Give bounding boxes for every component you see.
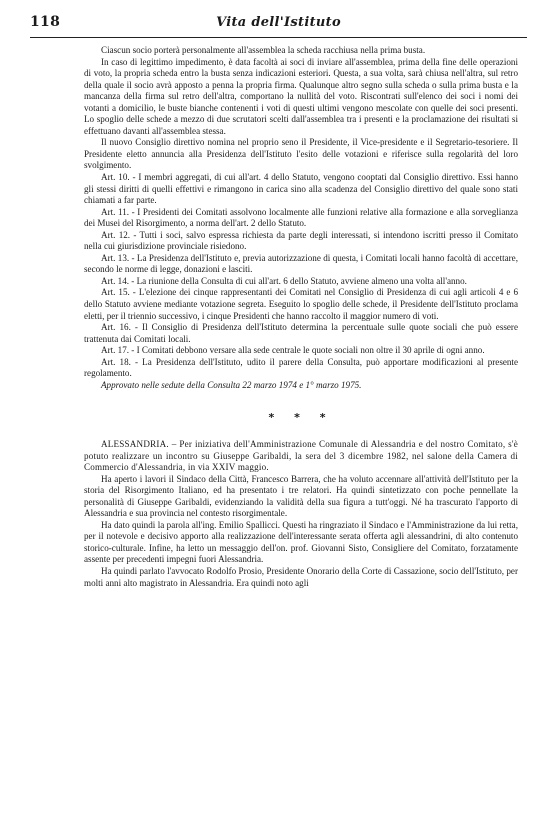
article-10: Art. 10. - I membri aggregati, di cui all'art. 4 dello Statuto, vengono cooptati dal Consiglio direttivo. Essi hanno gli stessi diritti di quelli effettivi e rimangono in carica sino alla scadenza del Consiglio direttivo del quale sono stati chiamati a far parte. <box>84 172 518 206</box>
paragraph: In caso di legittimo impedimento, è data facoltà ai soci di inviare all'assemblea, prima della fine delle operazioni di voto, la propria scheda entro la busta senza indicazioni esteriori. Questa, a sua volta, sarà chiusa nell'altra, sul retro della quale il socio avrà apposto a penna la propria firma. Qualunque altro segno sulla scheda o sulla prima busta e la mancanza della firma sul retro dell'altra, comportano la nullità del voto. Riscontrati sull'elenco dei soci i nomi dei votanti a domicilio, le buste bianche contenenti i voti di questi ultimi vengono mescolate con quelle dei soci presenti. Lo spoglio delle schede a mezzo di due scrutatori scelti dall'assemblea tra i presenti e la proclamazione dei risultati si effettuano davanti all'assemblea stessa. <box>84 56 518 136</box>
approval-note: Approvato nelle sedute della Consulta 22 marzo 1974 e 1° marzo 1975. <box>101 379 362 390</box>
report-paragraph: Ha quindi parlato l'avvocato Rodolfo Prosio, Presidente Onorario della Corte di Cassazione, socio dell'Istituto, per molti anni alto magistrato in Alessandria. Era quindi noto agli <box>84 565 518 588</box>
body-text <box>84 45 518 589</box>
paragraph: Ciascun socio porterà personalmente all'assemblea la scheda racchiusa nella prima busta. <box>101 45 426 55</box>
section-separator: * * * <box>268 411 334 425</box>
article-15: Art. 15. - L'elezione dei cinque rappresentanti dei Comitati nel Consiglio di Presidenza di cui agli articoli 4 e 6 dello Statuto avviene mediante votazione segreta. Eseguito lo spoglio delle schede, il Presidente dell'Istituto proclama eletti, per il triennio successivo, i cinque Presidenti che hanno raccolto il maggior numero di voti. <box>84 287 518 321</box>
running-title: Vita dell'Istituto <box>216 15 341 30</box>
article-16: Art. 16. - Il Consiglio di Presidenza dell'Istituto determina la percentuale sulle quote sociali che può essere trattenuta dai Comitati locali. <box>84 322 518 344</box>
header-rule <box>30 37 527 38</box>
article-17: Art. 17. - I Comitati debbono versare alla sede centrale le quote sociali non oltre il 30 aprile di ogni anno. <box>101 345 485 356</box>
article-13: Art. 13. - La Presidenza dell'Istituto e, previa autorizzazione di questa, i Comitati locali hanno facoltà di accettare, secondo le norme di legge, donazioni e lasciti. <box>84 252 518 275</box>
report-paragraph: Ha dato quindi la parola all'ing. Emilio Spallicci. Questi ha ringraziato il Sindaco e l'Amministrazione da lui retta, per il notevole e decisivo apporto alla realizzazione dell'interessante serata offerta agli alessandrini, di alto contenuto storico-culturale. Infine, ha letto un messaggio dell'on. prof. Giovanni Sisto, Consigliere del Comitato, forzatamente assente per precedenti impegni fuori Alessandria. <box>84 519 518 565</box>
article-14: Art. 14. - La riunione della Consulta di cui all'art. 6 dello Statuto, avviene almeno una volta all'anno. <box>101 275 467 286</box>
paragraph: Il nuovo Consiglio direttivo nomina nel proprio seno il Presidente, il Vice-presidente e il Segretario-tesoriere. Il Presidente eletto annuncia alla Presidenza dell'Istituto l'esito delle votazioni e riferisce sulla regolarità del loro svolgimento. <box>84 137 518 171</box>
article-18: Art. 18. - La Presidenza dell'Istituto, udito il parere della Consulta, può apportare modificazioni al presente regolamento. <box>84 356 518 379</box>
report-paragraph: ALESSANDRIA. – Per iniziativa dell'Amministrazione Comunale di Alessandria e del nostro Comitato, s'è potuto realizzare un incontro su Giuseppe Garibaldi, la sera del 3 dicembre 1982, nel salone della Camera di Commercio d'Alessandria, in via XXIV maggio. <box>84 438 518 473</box>
page-header <box>30 14 527 36</box>
article-12: Art. 12. - Tutti i soci, salvo espressa richiesta da parte degli interessati, si intendono iscritti presso il Comitato nella cui giurisdizione provinciale risiedono. <box>84 229 518 252</box>
report-paragraph: Ha aperto i lavori il Sindaco della Città, Francesco Barrera, che ha voluto accennare all'attività dell'Istituto per la storia del Risorgimento Italiano, ed ha presentato i tre relatori. Ha quindi sintetizzato con poche pennellate la personalità di Giuseppe Garibaldi, evidenziando la validità della sua figura a tutt'oggi. Né ha trascurato l'apporto di Alessandria e sua provincia nel contesto risorgimentale. <box>84 473 518 519</box>
page-number: 118 <box>30 14 61 30</box>
article-11: Art. 11. - I Presidenti dei Comitati assolvono localmente alle funzioni relative alla formazione e alla sorveglianza dei Musei del Risorgimento, a norma dell'art. 2 dello Statuto. <box>84 206 518 229</box>
